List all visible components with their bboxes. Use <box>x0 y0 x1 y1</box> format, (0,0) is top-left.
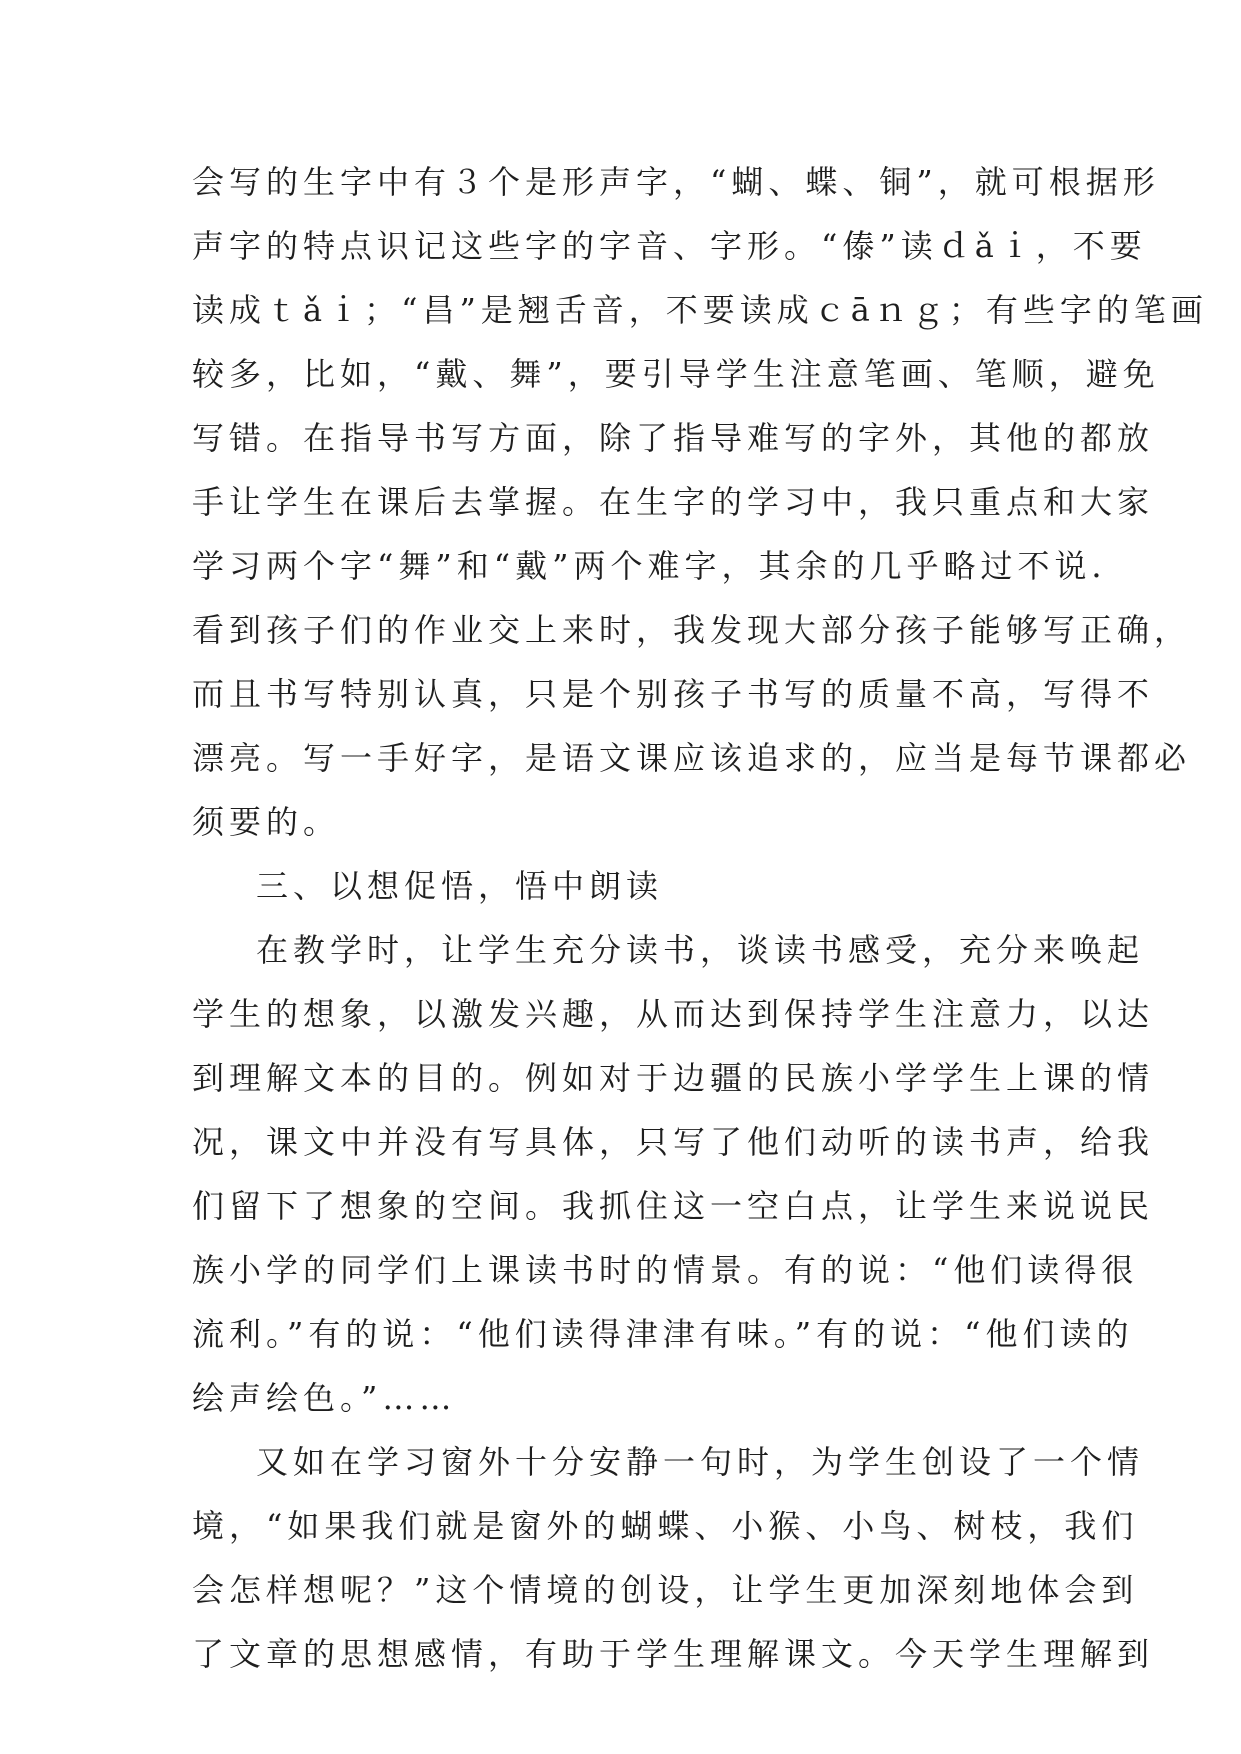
text-line: 绘声绘色。”…… <box>192 1379 457 1417</box>
text-line: 又如在学习窗外十分安静一句时，为学生创设了一个情 <box>256 1443 1145 1481</box>
text-line: 较多，比如，“戴、舞”，要引导学生注意笔画、笔顺，避免 <box>192 355 1160 393</box>
text-line: 在教学时，让学生充分读书，谈读书感受，充分来唤起 <box>256 931 1145 969</box>
text-line: 写错。在指导书写方面，除了指导难写的字外，其他的都放 <box>192 419 1155 457</box>
text-line: 了文章的思想感情，有助于学生理解课文。今天学生理解到 <box>192 1635 1155 1673</box>
text-line: 学习两个字“舞”和“戴”两个难字，其余的几乎略过不说． <box>192 547 1129 585</box>
text-line: 到理解文本的目的。例如对于边疆的民族小学学生上课的情 <box>192 1059 1155 1097</box>
text-line: 会怎样想呢？”这个情境的创设，让学生更加深刻地体会到 <box>192 1571 1139 1609</box>
text-line: 况，课文中并没有写具体，只写了他们动听的读书声，给我 <box>192 1123 1155 1161</box>
text-line: 手让学生在课后去掌握。在生字的学习中，我只重点和大家 <box>192 483 1155 521</box>
text-line: 族小学的同学们上课读书时的情景。有的说：“他们读得很 <box>192 1251 1139 1289</box>
text-line: 读成ｔǎｉ；“昌”是翘舌音，不要读成ｃāｎｇ；有些字的笔画 <box>192 291 1208 329</box>
text-line: 流利。”有的说：“他们读得津津有味。”有的说：“他们读的 <box>192 1315 1134 1353</box>
body-text <box>192 150 1208 1686</box>
text-line: 会写的生字中有３个是形声字，“蝴、蝶、铜”，就可根据形 <box>192 163 1160 201</box>
text-line: 而且书写特别认真，只是个别孩子书写的质量不高，写得不 <box>192 675 1155 713</box>
text-line: 漂亮。写一手好字，是语文课应该追求的，应当是每节课都必 <box>192 739 1192 777</box>
text-line: 学生的想象，以激发兴趣，从而达到保持学生注意力，以达 <box>192 995 1155 1033</box>
section-heading: 三、以想促悟，悟中朗读 <box>256 867 664 905</box>
text-line: 们留下了想象的空间。我抓住这一空白点，让学生来说说民 <box>192 1187 1155 1225</box>
text-line: 境，“如果我们就是窗外的蝴蝶、小猴、小鸟、树枝，我们 <box>192 1507 1139 1545</box>
text-line: 声字的特点识记这些字的字音、字形。“傣”读ｄǎｉ，不要 <box>192 227 1147 265</box>
text-line: 须要的。 <box>192 803 341 841</box>
text-line: 看到孩子们的作业交上来时，我发现大部分孩子能够写正确， <box>192 611 1192 649</box>
